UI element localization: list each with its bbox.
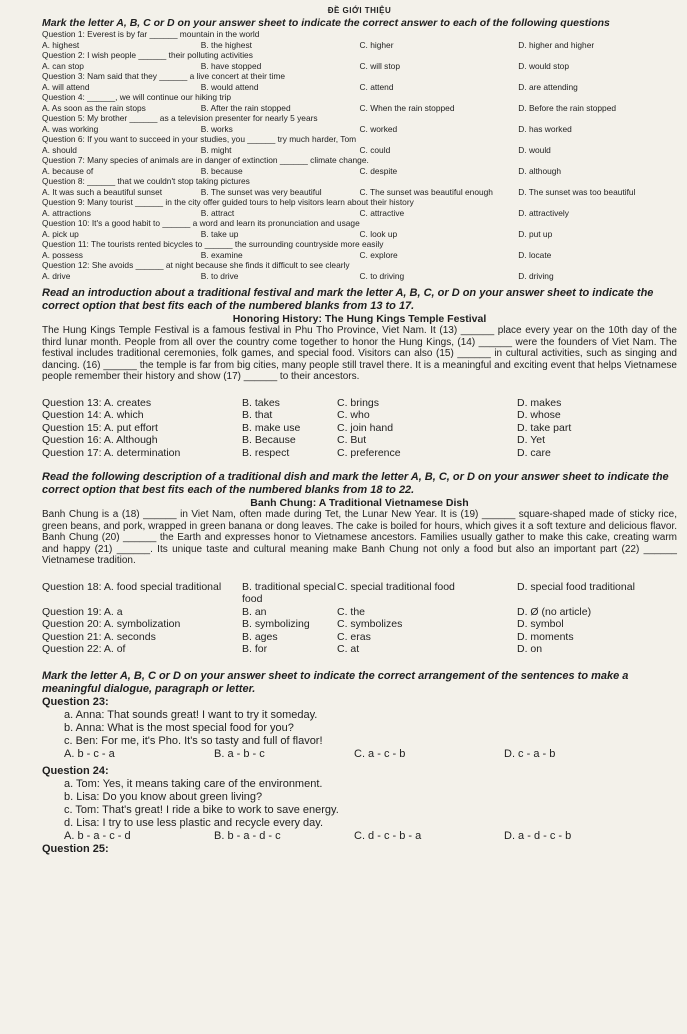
question-stem: Question 8: ______ that we couldn't stop taking pictures <box>42 176 250 186</box>
option-a: A. As soon as the rain stops <box>42 102 146 113</box>
question-14: Question 14: A. which B. that C. who D. whose <box>42 409 561 421</box>
question-stem: Question 2: I wish people ______ their polluting activities <box>42 50 253 60</box>
answer-options <box>42 208 677 219</box>
question-16: Question 16: A. Although B. Because C. But D. Yet <box>42 434 546 446</box>
option-a: A. pick up <box>42 228 79 239</box>
q24-line-c: c. Tom: That's great! I ride a bike to work to save energy. <box>64 803 339 816</box>
option-c: C. explore <box>359 249 398 260</box>
option-d: D. attractively <box>518 207 569 218</box>
option-b: B. because <box>200 165 243 176</box>
passage-2: Banh Chung is a (18) ______ in Viet Nam, often made during Tet, the Lunar New Year. It is (19) ______ square-shaped made of sticky rice, green beans, and pork, wrapped in green banana or dong leaves. The cake is boiled for hours, which gives it a soft texture and delicious flavor. Banh Chung (20) ______ the Earth and expresses honor to Vietnamese ancestors. Families usually gather to make this cake, creating warm and happy (21) ______. Its unique taste and cultural meaning make Banh Chung not only a food but also an important part (22) ______ Vietnamese tradition. <box>42 509 677 566</box>
instruction-3: Read the following description of a traditional dish and mark the letter A, B, C, or D on your answer sheet to indicate the correct option that best fits each of the numbered blanks from 18 to 22. <box>42 471 669 496</box>
question-block-1-12 <box>42 29 677 281</box>
option-d: D. are attending <box>518 81 578 92</box>
question-6 <box>42 134 677 155</box>
question-stem: Question 4: ______, we will continue our hiking trip <box>42 92 232 102</box>
question-13: Question 13: A. creates B. takes C. brings D. makes <box>42 396 562 409</box>
option-d: D. put up <box>518 228 553 239</box>
answer-options <box>42 82 677 93</box>
q23-line-c: c. Ben: For me, it's Pho. It's so tasty and full of flavor! <box>64 734 323 747</box>
option-d: D. would <box>518 144 551 155</box>
q24-line-b: b. Lisa: Do you know about green living? <box>64 790 263 803</box>
answer-options <box>42 229 677 240</box>
option-a: A. will attend <box>42 81 90 92</box>
question-4 <box>42 92 677 113</box>
option-c: C. look up <box>359 228 398 239</box>
question-23-label: Question 23: <box>42 695 109 708</box>
option-b: B. take up <box>200 228 239 239</box>
q23-options: A. b - c - a B. a - b - c C. a - c - b D. c - a - b <box>64 747 556 760</box>
option-b: B. to drive <box>200 270 239 281</box>
question-stem: Question 3: Nam said that they ______ a live concert at their time <box>42 71 286 81</box>
option-c: C. to driving <box>359 270 405 281</box>
option-c: C. When the rain stopped <box>359 102 455 113</box>
answer-options <box>42 250 677 261</box>
option-c: C. The sunset was beautiful enough <box>359 186 493 197</box>
document-header: ĐỀ GIỚI THIỆU <box>327 6 392 15</box>
question-15: Question 15: A. put effort B. make use C. join hand D. take part <box>42 421 572 434</box>
question-5 <box>42 113 677 134</box>
passage-title-2: Banh Chung: A Traditional Vietnamese Dish <box>250 497 469 509</box>
question-17: Question 17: A. determination B. respect C. preference D. care <box>42 446 551 459</box>
question-21: Question 21: A. seconds B. ages C. eras D. moments <box>42 630 574 643</box>
option-d: D. driving <box>518 270 554 281</box>
answer-options <box>42 271 677 282</box>
option-c: C. attend <box>359 81 394 92</box>
question-3 <box>42 71 677 92</box>
instruction-2: Read an introduction about a traditional festival and mark the letter A, B, C, or D on your answer sheet to indicate the correct option that best fits each of the numbered blanks from 13 to 17. <box>42 287 654 312</box>
question-stem: Question 9: Many tourist ______ in the city offer guided tours to help visitors learn about their history <box>42 197 414 207</box>
option-d: D. would stop <box>518 60 569 71</box>
option-d: D. The sunset was too beautiful <box>518 186 636 197</box>
question-stem: Question 6: If you want to succeed in your studies, you ______ try much harder, Tom <box>42 134 357 144</box>
answer-options <box>42 187 677 198</box>
option-b: B. the highest <box>200 39 252 50</box>
option-d: D. although <box>518 165 562 176</box>
question-24-label: Question 24: <box>42 764 109 777</box>
question-9 <box>42 197 677 218</box>
option-b: B. might <box>200 144 232 155</box>
question-stem: Question 11: The tourists rented bicycles to ______ the surrounding countryside more easily <box>42 239 384 249</box>
option-a: A. possess <box>42 249 83 260</box>
question-20: Question 20: A. symbolization B. symbolizing C. symbolizes D. symbol <box>42 618 564 630</box>
option-a: A. attractions <box>42 207 91 218</box>
question-18: Question 18: A. food special traditional B. traditional special food C. special traditional food D. special food traditional <box>42 580 635 605</box>
question-7 <box>42 155 677 176</box>
answers-18-22 <box>42 581 677 656</box>
option-b: B. would attend <box>200 81 259 92</box>
question-stem: Question 12: She avoids ______ at night because she finds it difficult to see clearly <box>42 260 350 270</box>
question-12 <box>42 260 677 281</box>
option-a: A. was working <box>42 123 99 134</box>
option-a: A. because of <box>42 165 94 176</box>
option-d: D. Before the rain stopped <box>518 102 617 113</box>
option-b: B. After the rain stopped <box>200 102 291 113</box>
option-d: D. locate <box>518 249 552 260</box>
answer-options <box>42 40 677 51</box>
option-c: C. attractive <box>359 207 405 218</box>
answers-13-17 <box>42 397 677 460</box>
answer-options <box>42 166 677 177</box>
q24-options: A. b - a - c - d B. b - a - d - c C. d - c - b - a D. a - d - c - b <box>64 829 572 842</box>
question-22: Question 22: A. of B. for C. at D. on <box>42 643 543 655</box>
option-c: C. could <box>359 144 391 155</box>
question-8 <box>42 176 677 197</box>
option-d: D. has worked <box>518 123 572 134</box>
option-d: D. higher and higher <box>518 39 595 50</box>
option-c: C. worked <box>359 123 398 134</box>
q23-line-a: a. Anna: That sounds great! I want to try it someday. <box>64 708 318 721</box>
option-b: B. attract <box>200 207 235 218</box>
q24-line-a: a. Tom: Yes, it means taking care of the environment. <box>64 777 323 790</box>
option-b: B. examine <box>200 249 243 260</box>
option-c: C. despite <box>359 165 398 176</box>
question-11 <box>42 239 677 260</box>
answer-options <box>42 103 677 114</box>
question-stem: Question 1: Everest is by far ______ mountain in the world <box>42 29 260 39</box>
answer-options <box>42 61 677 72</box>
instruction-4: Mark the letter A, B, C or D on your answer sheet to indicate the correct arrangement of the sentences to make a meaningful dialogue, paragraph or letter. <box>42 669 629 695</box>
question-stem: Question 7: Many species of animals are in danger of extinction ______ climate change. <box>42 155 369 165</box>
passage-title-1: Honoring History: The Hung Kings Temple Festival <box>232 313 487 325</box>
question-stem: Question 5: My brother ______ as a television presenter for nearly 5 years <box>42 113 318 123</box>
option-a: A. should <box>42 144 77 155</box>
question-1 <box>42 29 677 50</box>
option-c: C. higher <box>359 39 394 50</box>
passage-1: The Hung Kings Temple Festival is a famous festival in Phu Tho Province, Viet Nam. It (13) ______ place every year on the 10th day of the third lunar month. People from all over the country come together to honor the Hung Kings, (14) ______ were the founders of Viet Nam. The festival includes traditional ceremonies, folk games, and special food. Visitors can also (15) ______ in cultural activities, such as singing and dancing. (16) ______ the temple is far from big cities, many people still travel there. It is a meaningful and exciting event that helps Vietnamese people remember their history and show (17) ______ to their ancestors. <box>42 325 677 382</box>
question-2 <box>42 50 677 71</box>
answer-options <box>42 124 677 135</box>
option-c: C. will stop <box>359 60 400 71</box>
option-a: A. highest <box>42 39 80 50</box>
question-19: Question 19: A. a B. an C. the D. Ø (no article) <box>42 605 592 618</box>
question-10 <box>42 218 677 239</box>
q23-line-b: b. Anna: What is the most special food for you? <box>64 721 294 734</box>
option-b: B. works <box>200 123 233 134</box>
option-a: A. It was such a beautiful sunset <box>42 186 163 197</box>
question-stem: Question 10: It's a good habit to ______ a word and learn its pronunciation and usage <box>42 218 360 228</box>
option-b: B. The sunset was very beautiful <box>200 186 322 197</box>
option-a: A. drive <box>42 270 71 281</box>
question-25-label: Question 25: <box>42 842 109 855</box>
option-b: B. have stopped <box>200 60 262 71</box>
option-a: A. can stop <box>42 60 84 71</box>
q24-line-d: d. Lisa: I try to use less plastic and recycle every day. <box>64 816 324 829</box>
answer-options <box>42 145 677 156</box>
instruction-1: Mark the letter A, B, C or D on your answer sheet to indicate the correct answer to each of the following questions <box>42 17 610 29</box>
